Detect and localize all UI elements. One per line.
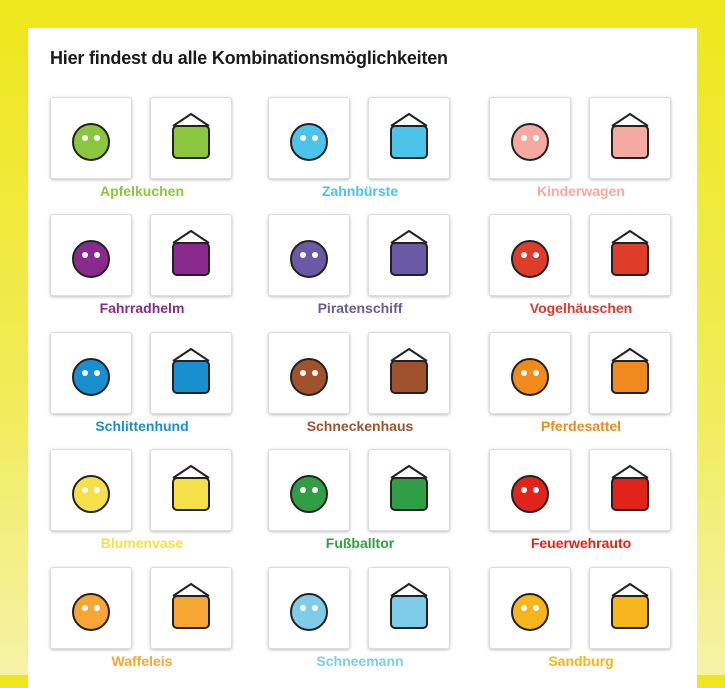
picture-card[interactable] [50,332,132,414]
toothbrush-cup-icon [379,108,439,168]
picture-card[interactable] [589,567,671,649]
fire-icon [500,460,560,520]
birdhouse-icon [600,225,660,285]
picture-card[interactable] [489,332,571,414]
page-title: Hier findest du alle Kombinationsmöglichkeiten [50,48,448,68]
picture-card[interactable] [268,567,350,649]
picture-card[interactable] [589,449,671,531]
picture-card[interactable] [150,449,232,531]
word-label: Feuerwehrauto [530,535,632,551]
sandcastle-icon [600,578,660,638]
picture-card[interactable] [489,567,571,649]
picture-card[interactable] [268,97,350,179]
picture-card[interactable] [489,449,571,531]
picture-card[interactable] [50,97,132,179]
ship-icon [379,225,439,285]
husky-icon [161,343,221,403]
goal-icon [379,460,439,520]
word-label: Sandburg [548,653,614,669]
word-label: Zahnbürste [321,183,399,199]
picture-card[interactable] [368,449,450,531]
baby-carriage-icon [600,108,660,168]
picture-card[interactable] [489,97,571,179]
picture-card[interactable] [368,332,450,414]
picture-card[interactable] [150,567,232,649]
picture-card[interactable] [368,214,450,296]
word-label: Apfelkuchen [99,183,184,199]
sled-icon [61,343,121,403]
picture-card[interactable] [589,214,671,296]
word-label: Schneckenhaus [306,418,414,434]
word-label: Fahrradhelm [99,300,185,316]
picture-card[interactable] [589,97,671,179]
picture-card[interactable] [489,214,571,296]
apple-icon [61,108,121,168]
helmet-icon [161,225,221,285]
fire-truck-icon [600,460,660,520]
word-label: Blumenvase [100,535,184,551]
ice-cream-icon [161,578,221,638]
word-label: Waffeleis [111,653,173,669]
picture-card[interactable] [368,567,450,649]
word-label: Schneemann [316,653,404,669]
content-panel [28,28,697,688]
picture-card[interactable] [268,214,350,296]
word-label: Piratenschiff [317,300,403,316]
picture-card[interactable] [268,449,350,531]
football-icon [279,460,339,520]
word-label: Pferdesattel [540,418,622,434]
horse-icon [500,343,560,403]
sand-sun-icon [500,578,560,638]
saddle-icon [600,343,660,403]
snowflake-icon [279,578,339,638]
picture-card[interactable] [50,449,132,531]
word-label: Kinderwagen [537,183,625,199]
picture-card[interactable] [50,214,132,296]
cake-icon [161,108,221,168]
pirate-icon [279,225,339,285]
child-icon [500,108,560,168]
picture-card[interactable] [50,567,132,649]
waffle-cone-icon [61,578,121,638]
picture-card[interactable] [150,214,232,296]
bird-icon [500,225,560,285]
word-label: Vogelhäuschen [529,300,633,316]
word-label: Fußballtor [325,535,395,551]
picture-card[interactable] [150,332,232,414]
bicycle-icon [61,225,121,285]
snowman-icon [379,578,439,638]
picture-card[interactable] [589,332,671,414]
tooth-icon [279,108,339,168]
vase-icon [161,460,221,520]
flower-icon [61,460,121,520]
word-label: Schlittenhund [95,418,189,434]
picture-card[interactable] [150,97,232,179]
snail-shell-icon [379,343,439,403]
picture-card[interactable] [368,97,450,179]
picture-card[interactable] [268,332,350,414]
snail-flowers-icon [279,343,339,403]
